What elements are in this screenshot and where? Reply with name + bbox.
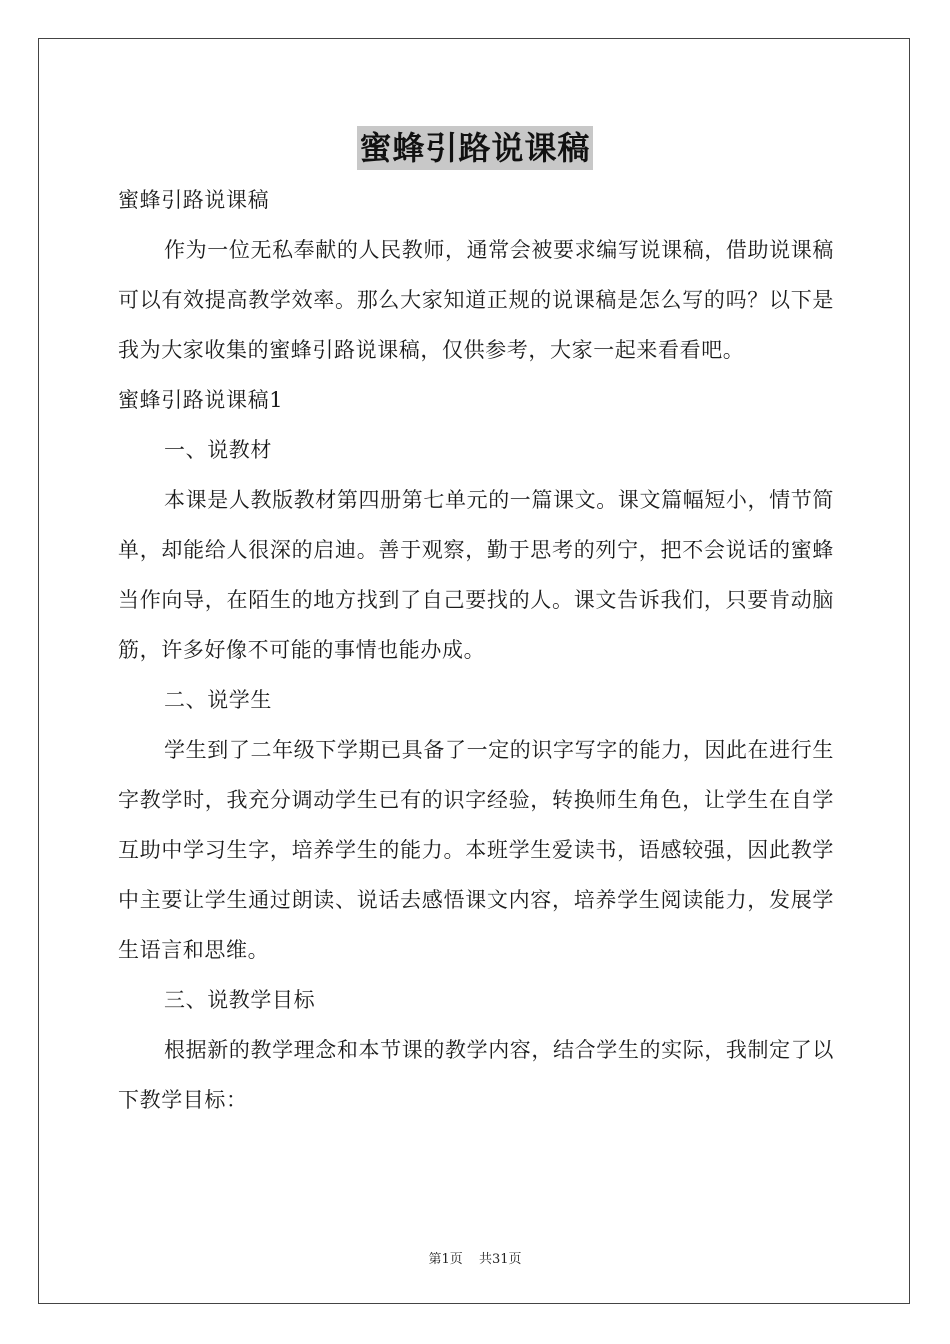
heading-textbook: 一、说教材 — [164, 438, 272, 462]
document-body — [118, 175, 834, 1125]
heading-goals: 三、说教学目标 — [164, 988, 316, 1012]
document-title: 蜜蜂引路说课稿 — [357, 126, 592, 170]
intro-paragraph: 作为一位无私奉献的人民教师，通常会被要求编写说课稿，借助说课稿可以有效提高教学效率。那么大家知道正规的说课稿是怎么写的吗？以下是我为大家收集的蜜蜂引路说课稿，仅供参考，大家一起来看看吧。 — [118, 238, 834, 362]
section-title: 蜜蜂引路说课稿1 — [118, 388, 284, 412]
subtitle-line: 蜜蜂引路说课稿 — [118, 188, 270, 212]
paragraph-textbook: 本课是人教版教材第四册第七单元的一篇课文。课文篇幅短小，情节简单，却能给人很深的启迪。善于观察，勤于思考的列宁，把不会说话的蜜蜂当作向导，在陌生的地方找到了自己要找的人。课文告诉我们，只要肯动脑筋，许多好像不可能的事情也能办成。 — [118, 488, 834, 662]
page-total: 共31页 — [478, 1252, 522, 1267]
paragraph-goals: 根据新的教学理念和本节课的教学内容，结合学生的实际，我制定了以下教学目标： — [118, 1038, 834, 1112]
paragraph-students: 学生到了二年级下学期已具备了一定的识字写字的能力，因此在进行生字教学时，我充分调动学生已有的识字经验，转换师生角色，让学生在自学互助中学习生字，培养学生的能力。本班学生爱读书，语感较强，因此教学中主要让学生通过朗读、说话去感悟课文内容，培养学生阅读能力，发展学生语言和思维。 — [118, 738, 834, 962]
heading-students: 二、说学生 — [164, 688, 272, 712]
page-footer — [0, 1248, 950, 1267]
title-area — [0, 126, 950, 170]
page-number: 第1页 — [428, 1252, 463, 1267]
